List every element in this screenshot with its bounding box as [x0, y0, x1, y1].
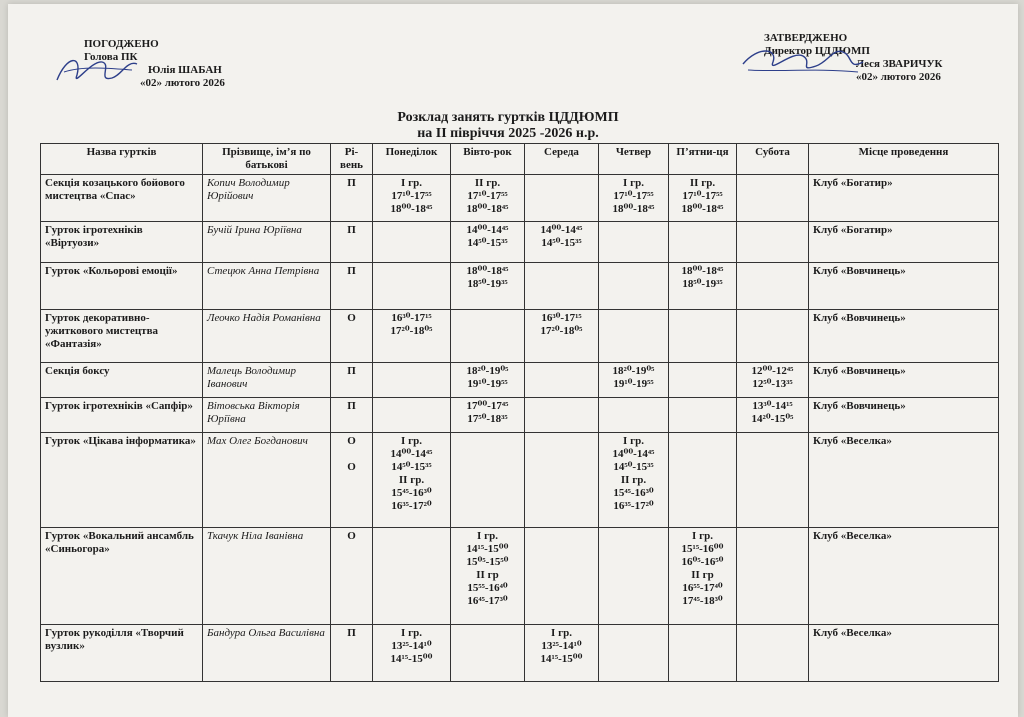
schedule-cell-fri — [669, 310, 737, 363]
schedule-cell-sat — [737, 398, 809, 433]
table-row — [41, 310, 999, 363]
time-slot: 14⁰⁰-14⁴⁵ — [466, 224, 509, 236]
club-name-cell: Гурток декоративно-ужиткового мистецтва «Фантазія» — [41, 310, 203, 363]
schedule-cell-thu — [599, 625, 669, 682]
place-cell: Клуб «Вовчинець» — [809, 310, 999, 363]
time-slot: 15⁴⁵-16³⁰ — [613, 487, 654, 499]
teacher-cell: Леочко Надія Романівна — [203, 310, 331, 363]
teacher-cell: Малець Володимир Іванович — [203, 363, 331, 398]
level-cell: П — [331, 175, 373, 222]
schedule-cell-thu — [599, 263, 669, 310]
schedule-cell-fri — [669, 433, 737, 528]
approval-right-person: Леся ЗВАРИЧУК — [856, 58, 943, 70]
time-slot: 18⁰⁰-18⁴⁵ — [681, 203, 724, 215]
time-slot: 18⁰⁰-18⁴⁵ — [612, 203, 655, 215]
level-cell: П — [331, 222, 373, 263]
approval-left-stamp: ПОГОДЖЕНО — [84, 38, 159, 50]
time-slot: 17¹⁰-17⁵⁵ — [467, 190, 508, 202]
level-cell: О — [331, 310, 373, 363]
schedule-cell-thu — [599, 528, 669, 625]
approval-left-position: Голова ПК — [84, 51, 138, 63]
schedule-cell-mon — [373, 222, 451, 263]
schedule-cell-tue — [451, 363, 525, 398]
approval-left-person: Юлія ШАБАН — [148, 64, 222, 76]
schedule-cell-fri — [669, 625, 737, 682]
schedule-cell-thu — [599, 363, 669, 398]
schedule-table — [40, 143, 999, 682]
schedule-cell-sat — [737, 222, 809, 263]
time-slot: 14⁵⁰-15³⁵ — [541, 237, 582, 249]
place-cell: Клуб «Веселка» — [809, 625, 999, 682]
teacher-cell: Вітовська Вікторія Юріївна — [203, 398, 331, 433]
club-name-cell: Гурток рукоділля «Творчий вузлик» — [41, 625, 203, 682]
header-level: Рі-вень — [331, 144, 373, 175]
time-slot: 15⁴⁵-16³⁰ — [391, 487, 432, 499]
time-slot: 14¹⁵-15⁰⁰ — [466, 543, 509, 555]
teacher-cell: Ткачук Ніла Іванівна — [203, 528, 331, 625]
time-slot: 18⁰⁰-18⁴⁵ — [681, 265, 724, 277]
time-slot: ІІ гр. — [620, 474, 647, 486]
time-slot: І гр. — [692, 530, 713, 542]
time-slot: 17¹⁰-17⁵⁵ — [682, 190, 723, 202]
document-title — [348, 110, 668, 142]
schedule-cell-fri — [669, 263, 737, 310]
schedule-cell-sat — [737, 175, 809, 222]
time-slot: ІІ гр. — [398, 474, 425, 486]
time-slot: 14⁵⁰-15³⁵ — [613, 461, 654, 473]
time-slot: ІІ гр. — [689, 177, 716, 189]
header-name: Назва гуртків — [41, 144, 203, 175]
time-slot: 18²⁰-19⁰⁵ — [612, 365, 655, 377]
time-slot: 14⁵⁰-15³⁵ — [391, 461, 432, 473]
schedule-cell-fri — [669, 398, 737, 433]
schedule-cell-tue — [451, 222, 525, 263]
signature-left — [52, 50, 142, 90]
time-slot: 13³⁰-14¹⁵ — [752, 400, 793, 412]
time-slot: 14⁰⁰-14⁴⁵ — [540, 224, 583, 236]
time-slot: 19¹⁰-19⁵⁵ — [467, 378, 508, 390]
teacher-cell: Копич Володимир Юрійович — [203, 175, 331, 222]
schedule-cell-mon — [373, 310, 451, 363]
time-slot: 14⁰⁰-14⁴⁵ — [390, 448, 433, 460]
teacher-cell: Стецюк Анна Петрівна — [203, 263, 331, 310]
schedule-cell-sat — [737, 363, 809, 398]
table-row — [41, 528, 999, 625]
schedule-cell-mon — [373, 625, 451, 682]
schedule-cell-sat — [737, 433, 809, 528]
club-name-cell: Секція козацького бойового мистецтва «Спас» — [41, 175, 203, 222]
time-slot: 18⁰⁰-18⁴⁵ — [466, 265, 509, 277]
schedule-cell-tue — [451, 528, 525, 625]
table-row — [41, 222, 999, 263]
club-name-cell: Секція боксу — [41, 363, 203, 398]
place-cell: Клуб «Вовчинець» — [809, 398, 999, 433]
schedule-cell-wed — [525, 263, 599, 310]
schedule-cell-mon — [373, 433, 451, 528]
teacher-cell: Мах Олег Богданович — [203, 433, 331, 528]
table-row — [41, 398, 999, 433]
time-slot: 18⁵⁰-19³⁵ — [467, 278, 508, 290]
level-cell: П — [331, 398, 373, 433]
approval-left-date: «02» лютого 2026 — [140, 77, 225, 89]
header-friday: П’ятни-ця — [669, 144, 737, 175]
schedule-cell-tue — [451, 398, 525, 433]
schedule-cell-thu — [599, 433, 669, 528]
place-cell: Клуб «Вовчинець» — [809, 363, 999, 398]
schedule-cell-thu — [599, 222, 669, 263]
club-name-cell: Гурток «Вокальний ансамбль «Синьогора» — [41, 528, 203, 625]
table-header-row — [41, 144, 999, 175]
table-body — [41, 175, 999, 682]
level-cell: О — [331, 528, 373, 625]
level-cell: П — [331, 363, 373, 398]
schedule-cell-mon — [373, 363, 451, 398]
title-line-2: на ІІ півріччя 2025 -2026 н.р. — [417, 126, 599, 141]
schedule-cell-wed — [525, 625, 599, 682]
signature-right — [738, 42, 868, 78]
time-slot: ІІ гр. — [474, 177, 501, 189]
schedule-cell-sat — [737, 263, 809, 310]
time-slot: 14¹⁵-15⁰⁰ — [540, 653, 583, 665]
time-slot: 17⁰⁰-17⁴⁵ — [466, 400, 509, 412]
schedule-cell-fri — [669, 363, 737, 398]
schedule-cell-tue — [451, 433, 525, 528]
time-slot: 15⁰⁵-15⁵⁰ — [466, 556, 509, 568]
club-name-cell: Гурток «Цікава інформатика» — [41, 433, 203, 528]
time-slot: 14¹⁵-15⁰⁰ — [390, 653, 433, 665]
schedule-cell-mon — [373, 398, 451, 433]
time-slot: І гр. — [623, 177, 644, 189]
time-slot: І гр. — [623, 435, 644, 447]
time-slot: 16³⁰-17¹⁵ — [541, 312, 582, 324]
schedule-cell-tue — [451, 175, 525, 222]
table-row — [41, 625, 999, 682]
schedule-cell-mon — [373, 263, 451, 310]
schedule-cell-sat — [737, 528, 809, 625]
club-name-cell: Гурток «Кольорові емоції» — [41, 263, 203, 310]
schedule-cell-wed — [525, 398, 599, 433]
time-slot: 16³⁰-17¹⁵ — [391, 312, 432, 324]
time-slot: 14²⁰-15⁰⁵ — [751, 413, 794, 425]
header-monday: Понеділок — [373, 144, 451, 175]
time-slot: 15¹⁵-16⁰⁰ — [681, 543, 724, 555]
time-slot: 17¹⁰-17⁵⁵ — [391, 190, 432, 202]
time-slot: 14⁵⁰-15³⁵ — [467, 237, 508, 249]
schedule-cell-wed — [525, 310, 599, 363]
time-slot: 12⁰⁰-12⁴⁵ — [751, 365, 794, 377]
title-line-1: Розклад занять гуртків ЦДДЮМП — [397, 110, 619, 125]
header-wednesday: Середа — [525, 144, 599, 175]
approval-right-position: Директор ЦДДЮМП — [764, 45, 870, 57]
club-name-cell: Гурток ігротехніків «Сапфір» — [41, 398, 203, 433]
table-row — [41, 433, 999, 528]
club-name-cell: Гурток ігротехніків «Віртуози» — [41, 222, 203, 263]
time-slot: 16⁰⁵-16⁵⁰ — [681, 556, 724, 568]
time-slot: І гр. — [401, 177, 422, 189]
level-cell: П — [331, 263, 373, 310]
time-slot: 13²⁵-14¹⁰ — [541, 640, 582, 652]
schedule-cell-thu — [599, 398, 669, 433]
schedule-cell-wed — [525, 528, 599, 625]
time-slot: 17⁵⁰-18³⁵ — [467, 413, 508, 425]
time-slot: 16³⁵-17²⁰ — [391, 500, 432, 512]
schedule-cell-wed — [525, 433, 599, 528]
table-row — [41, 363, 999, 398]
schedule-cell-fri — [669, 528, 737, 625]
table-row — [41, 263, 999, 310]
schedule-cell-wed — [525, 363, 599, 398]
schedule-cell-mon — [373, 528, 451, 625]
schedule-cell-sat — [737, 310, 809, 363]
time-slot: І гр. — [477, 530, 498, 542]
header-teacher: Прізвище, ім’я по батькові — [203, 144, 331, 175]
time-slot: 16³⁵-17²⁰ — [613, 500, 654, 512]
time-slot: 18⁰⁰-18⁴⁵ — [390, 203, 433, 215]
teacher-cell: Бучій Ірина Юріївна — [203, 222, 331, 263]
time-slot: 16⁴⁵-17³⁰ — [467, 595, 508, 607]
time-slot: 17²⁰-18⁰⁵ — [540, 325, 583, 337]
time-slot: І гр. — [551, 627, 572, 639]
time-slot: 18⁵⁰-19³⁵ — [682, 278, 723, 290]
level-cell: П — [331, 625, 373, 682]
table-row — [41, 175, 999, 222]
place-cell: Клуб «Вовчинець» — [809, 263, 999, 310]
schedule-cell-sat — [737, 625, 809, 682]
time-slot: 18²⁰-19⁰⁵ — [466, 365, 509, 377]
place-cell: Клуб «Веселка» — [809, 433, 999, 528]
time-slot: 19¹⁰-19⁵⁵ — [613, 378, 654, 390]
place-cell: Клуб «Богатир» — [809, 175, 999, 222]
time-slot: ІІ гр — [691, 569, 714, 581]
schedule-cell-mon — [373, 175, 451, 222]
approval-right-stamp: ЗАТВЕРДЖЕНО — [764, 32, 848, 44]
level-cell: О О — [331, 433, 373, 528]
schedule-cell-wed — [525, 222, 599, 263]
header-place: Місце проведення — [809, 144, 999, 175]
time-slot: 15⁵⁵-16⁴⁰ — [467, 582, 508, 594]
time-slot: І гр. — [401, 435, 422, 447]
schedule-cell-fri — [669, 175, 737, 222]
place-cell: Клуб «Богатир» — [809, 222, 999, 263]
header-thursday: Четвер — [599, 144, 669, 175]
teacher-cell: Бандура Ольга Василівна — [203, 625, 331, 682]
time-slot: 17¹⁰-17⁵⁵ — [613, 190, 654, 202]
time-slot: 17⁴⁵-18³⁰ — [682, 595, 723, 607]
approval-right-date: «02» лютого 2026 — [856, 71, 941, 83]
header-saturday: Субота — [737, 144, 809, 175]
header-tuesday: Вівто-рок — [451, 144, 525, 175]
place-cell: Клуб «Веселка» — [809, 528, 999, 625]
schedule-cell-thu — [599, 175, 669, 222]
time-slot: 12⁵⁰-13³⁵ — [752, 378, 793, 390]
schedule-cell-tue — [451, 625, 525, 682]
time-slot: 14⁰⁰-14⁴⁵ — [612, 448, 655, 460]
schedule-cell-tue — [451, 263, 525, 310]
schedule-cell-tue — [451, 310, 525, 363]
time-slot: І гр. — [401, 627, 422, 639]
time-slot: 18⁰⁰-18⁴⁵ — [466, 203, 509, 215]
time-slot: ІІ гр — [476, 569, 499, 581]
schedule-cell-wed — [525, 175, 599, 222]
schedule-cell-thu — [599, 310, 669, 363]
time-slot: 17²⁰-18⁰⁵ — [390, 325, 433, 337]
time-slot: 13²⁵-14¹⁰ — [391, 640, 432, 652]
time-slot: 16⁵⁵-17⁴⁰ — [682, 582, 723, 594]
schedule-cell-fri — [669, 222, 737, 263]
